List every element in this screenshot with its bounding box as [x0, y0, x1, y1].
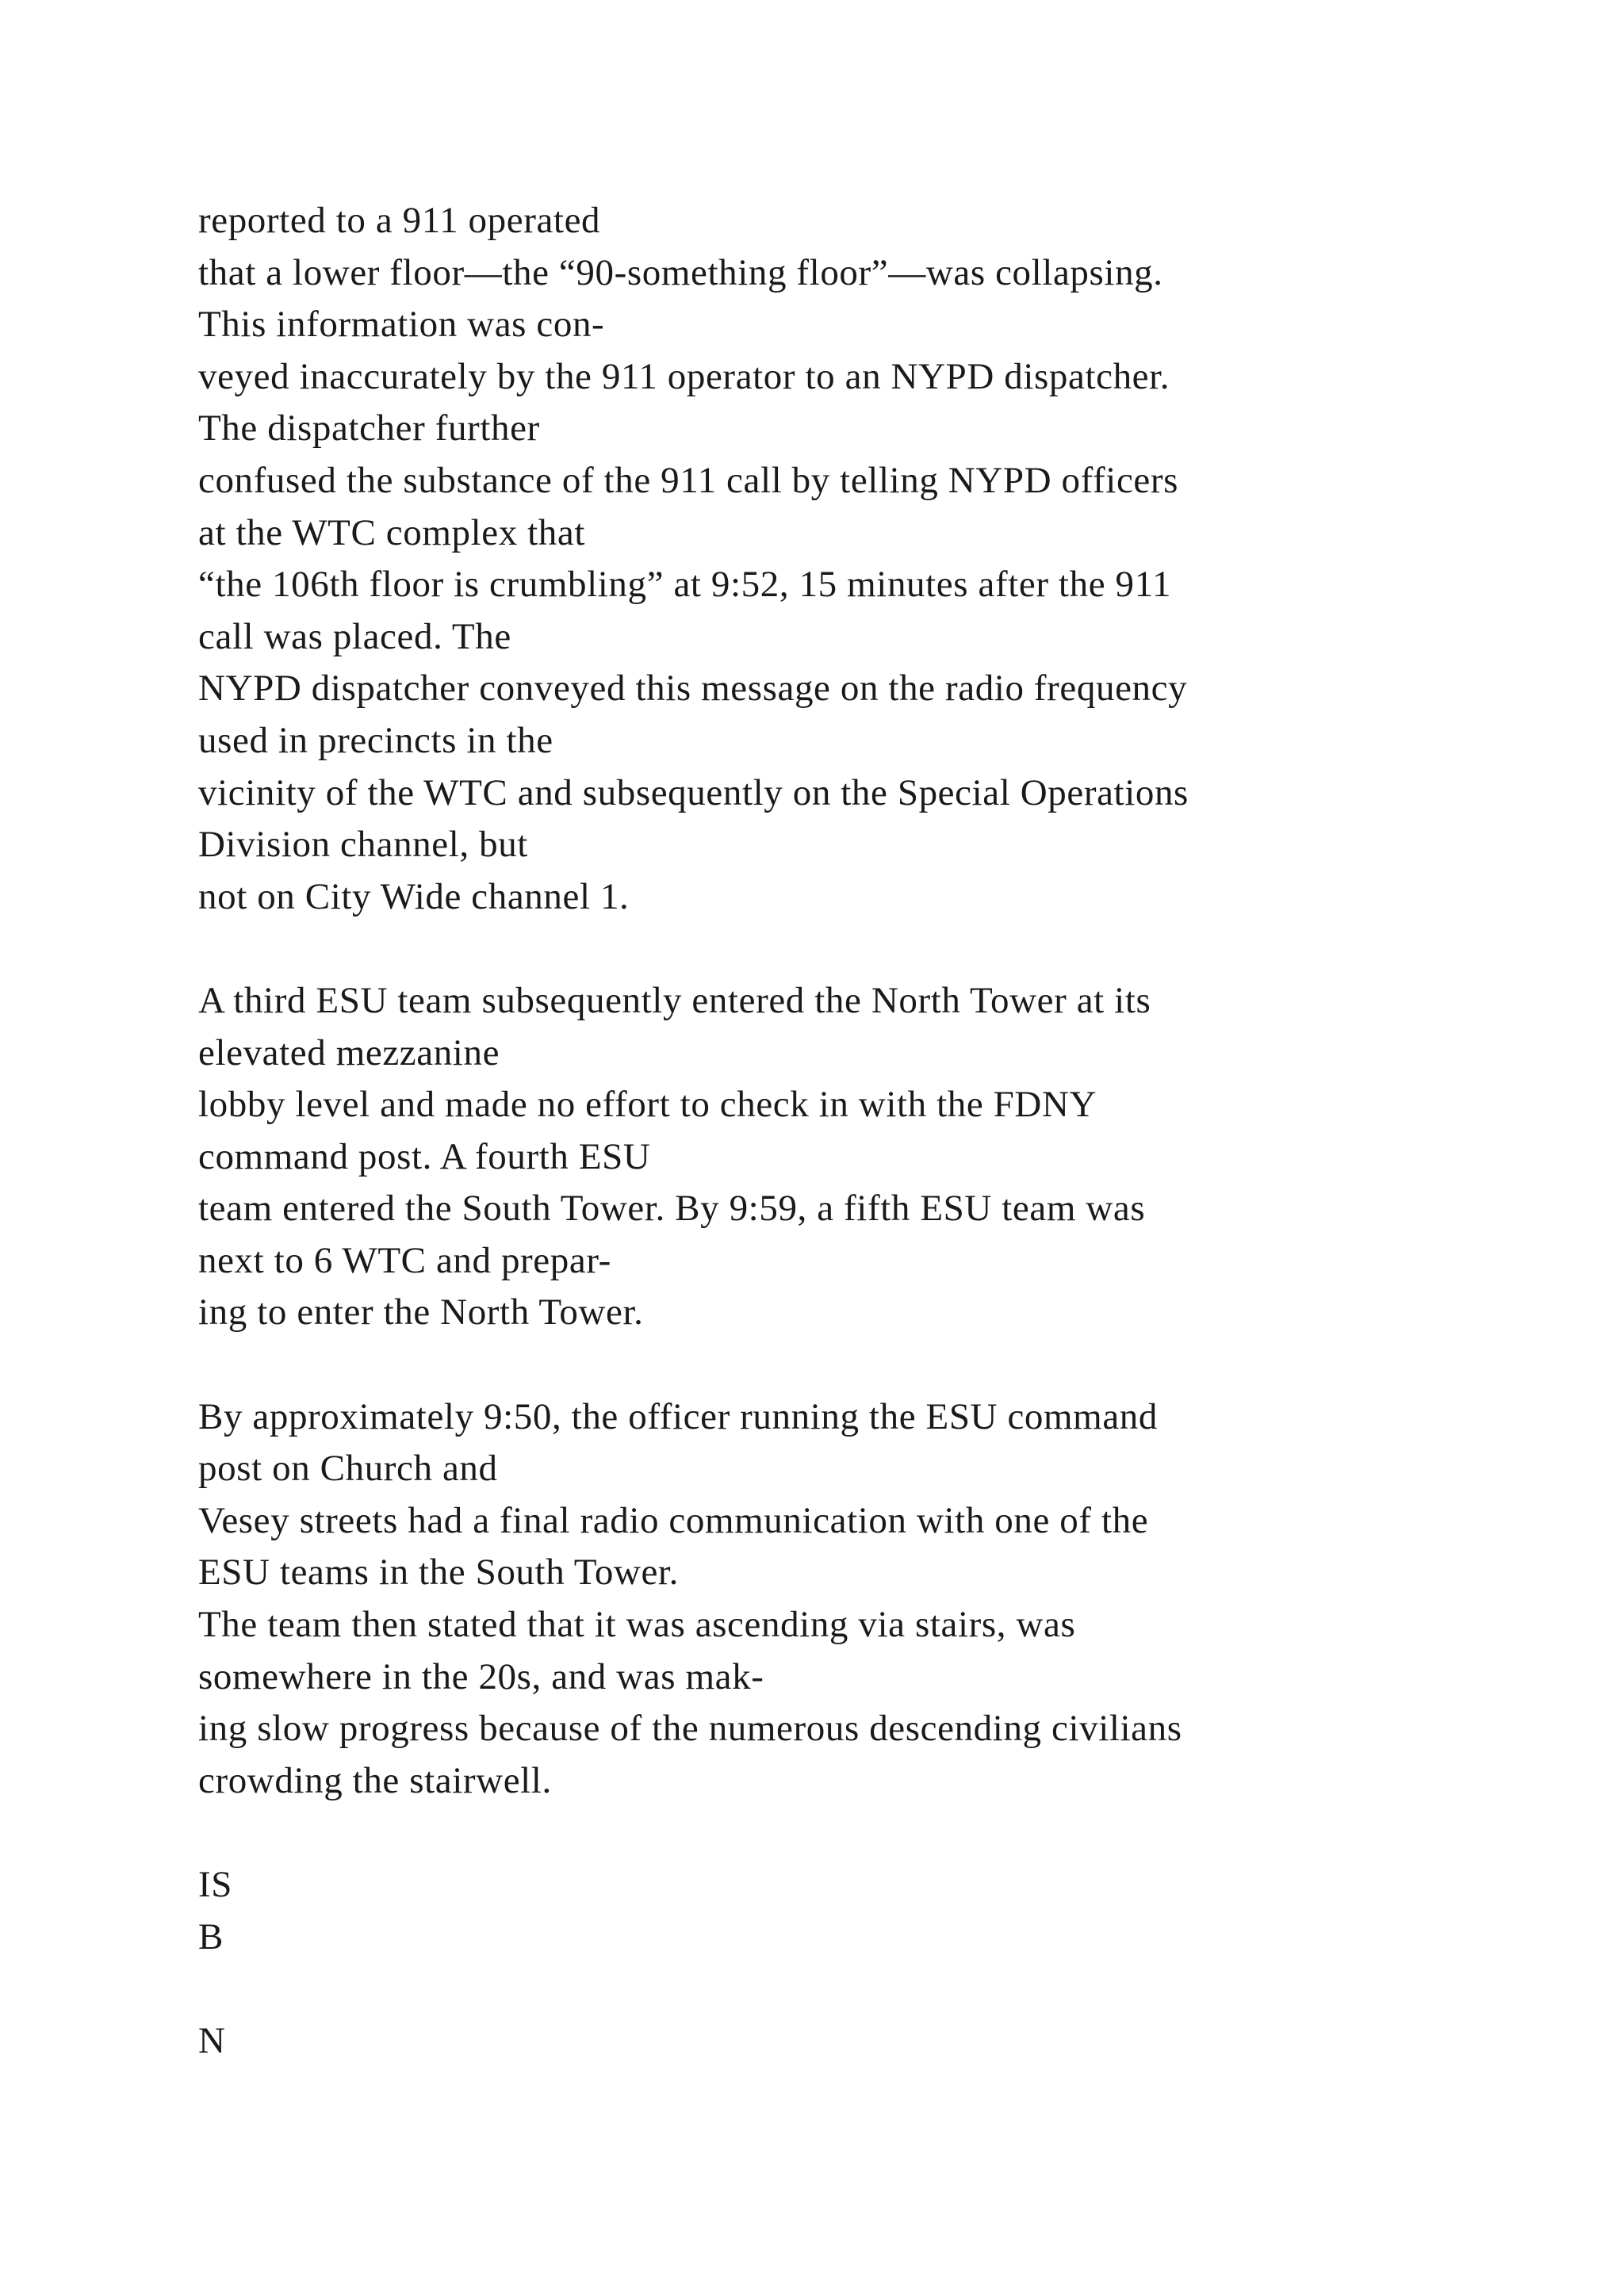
text-line: “the 106th floor is crumbling” at 9:52, 15 minutes after the 911	[198, 564, 1172, 606]
text-line: used in precincts in the	[198, 719, 553, 761]
text-line: command post. A fourth ESU	[198, 1135, 651, 1177]
text-line: post on Church and	[198, 1448, 498, 1490]
text-line: call was placed. The	[198, 615, 511, 657]
document-text	[198, 195, 1594, 2067]
text-line: By approximately 9:50, the officer running the ESU command	[198, 1395, 1158, 1437]
text-line: The team then stated that it was ascending via stairs, was	[198, 1604, 1076, 1646]
text-line: N	[198, 2019, 226, 2061]
blank-line	[198, 923, 1594, 975]
text-line: B	[198, 1915, 224, 1957]
text-line: Vesey streets had a final radio communication with one of the	[198, 1499, 1149, 1541]
text-line: Division channel, but	[198, 824, 528, 866]
text-line: confused the substance of the 911 call by telling NYPD officers	[198, 459, 1179, 501]
text-line: ing slow progress because of the numerous descending civilians	[198, 1708, 1182, 1750]
text-line: The dispatcher further	[198, 408, 540, 450]
text-line: This information was con-	[198, 304, 605, 346]
text-line: reported to a 911 operated	[198, 200, 601, 241]
text-line: not on City Wide channel 1.	[198, 875, 630, 917]
text-line: lobby level and made no effort to check in with the FDNY	[198, 1084, 1097, 1126]
text-line: A third ESU team subsequently entered the North Tower at its	[198, 979, 1151, 1021]
blank-line	[198, 1807, 1594, 1859]
text-line: team entered the South Tower. By 9:59, a fifth ESU team was	[198, 1188, 1146, 1230]
text-line: IS	[198, 1864, 232, 1905]
text-line: vicinity of the WTC and subsequently on the Special Operations	[198, 771, 1189, 813]
text-line: at the WTC complex that	[198, 511, 586, 553]
text-line: elevated mezzanine	[198, 1031, 500, 1073]
text-line: crowding the stairwell.	[198, 1759, 552, 1801]
text-line: next to 6 WTC and prepar-	[198, 1239, 611, 1281]
text-line: NYPD dispatcher conveyed this message on the radio frequency	[198, 668, 1188, 710]
text-line: ing to enter the North Tower.	[198, 1292, 644, 1334]
blank-line	[198, 1963, 1594, 2015]
text-line: somewhere in the 20s, and was mak-	[198, 1655, 764, 1697]
blank-line	[198, 1339, 1594, 1391]
text-line: veyed inaccurately by the 911 operator to an NYPD dispatcher.	[198, 355, 1170, 397]
text-line: that a lower floor—the “90-something floor”—was collapsing.	[198, 251, 1163, 293]
text-line: ESU teams in the South Tower.	[198, 1552, 679, 1594]
